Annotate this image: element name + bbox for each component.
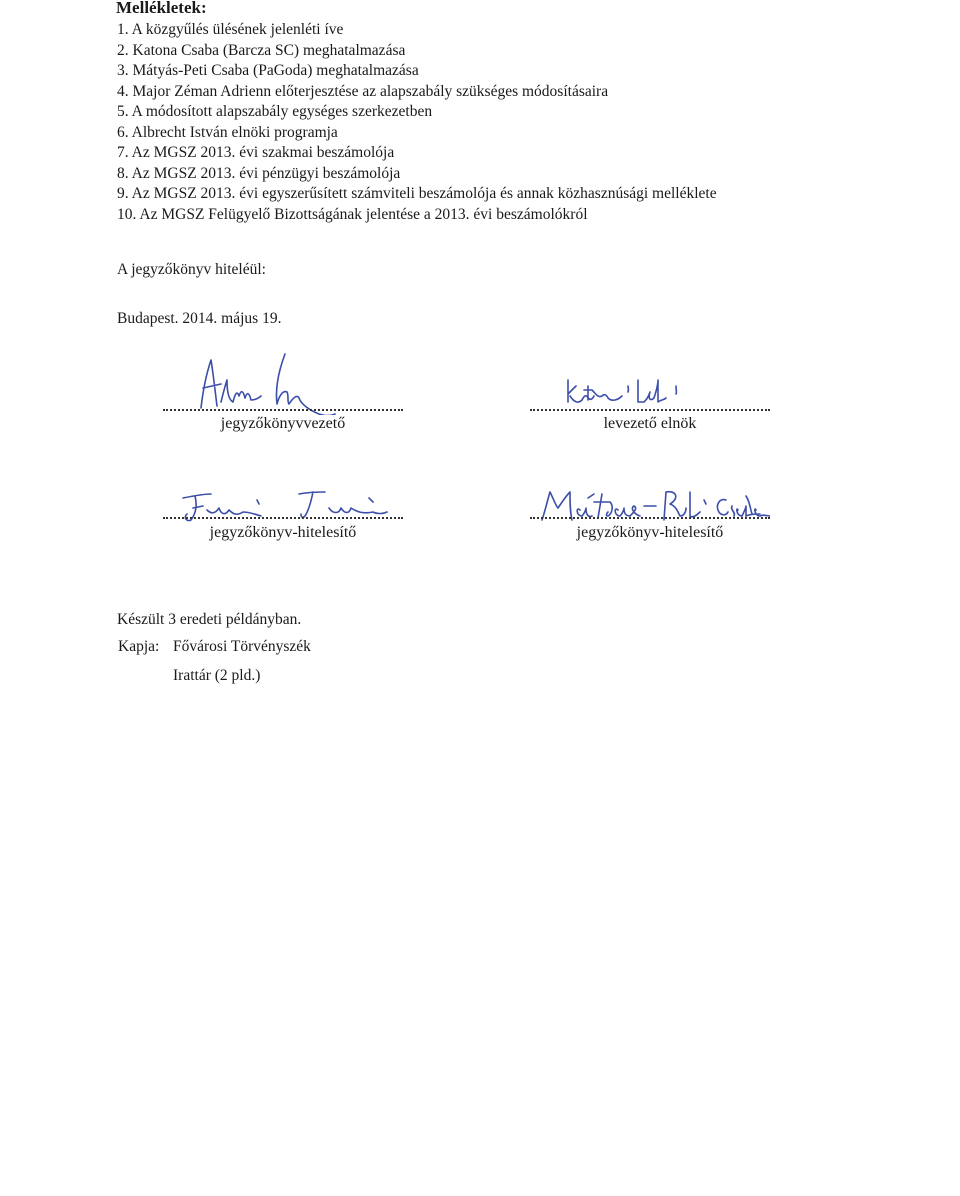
recipients-label: Kapja: — [118, 638, 160, 655]
signature-line — [163, 517, 403, 519]
signature-line — [530, 409, 770, 411]
signature-block-minutes-taker — [163, 350, 403, 440]
signature-role-minutes-taker: jegyzőkönyvvezető — [220, 415, 346, 432]
recipients-label-spacer — [118, 666, 173, 686]
annex-item: 5. A módosított alapszabály egységes szerkezetben — [117, 103, 433, 120]
annex-item: 8. Az MGSZ 2013. évi pénzügyi beszámolója — [117, 164, 401, 182]
annexes-title: Mellékletek: — [116, 0, 207, 17]
place-date: Budapest. 2014. május 19. — [117, 310, 282, 327]
annex-item: 2. Katona Csaba (Barcza SC) meghatalmazása — [117, 41, 406, 59]
signature-line — [530, 517, 770, 519]
signature-line — [163, 409, 403, 411]
annex-item: 4. Major Zéman Adrienn előterjesztése az alapszabály szükséges módosításaira — [117, 82, 609, 100]
handwritten-signature-authenticator-2 — [530, 460, 770, 525]
recipients — [118, 637, 311, 695]
annex-item: 3. Mátyás-Peti Csaba (PaGoda) meghatalmazása — [117, 62, 419, 79]
handwritten-signature-chair — [530, 350, 770, 415]
recipient-row — [118, 666, 311, 686]
copies-note: Készült 3 eredeti példányban. — [117, 611, 302, 628]
annex-list — [117, 20, 717, 225]
signature-block-chair — [530, 350, 770, 440]
annex-item: 10. Az MGSZ Felügyelő Bizottságának jelentése a 2013. évi beszámolókról — [117, 205, 588, 223]
signature-role-authenticator-1: jegyzőkönyv-hitelesítő — [209, 524, 357, 541]
signature-role-authenticator-2: jegyzőkönyv-hitelesítő — [576, 524, 724, 541]
annex-item: 1. A közgyűlés ülésének jelenléti íve — [117, 21, 344, 38]
authentication-statement: A jegyzőkönyv hiteléül: — [117, 261, 266, 278]
recipient-row — [118, 637, 311, 657]
annex-item: 6. Albrecht István elnöki programja — [117, 123, 338, 141]
annex-item: 7. Az MGSZ 2013. évi szakmai beszámolója — [117, 144, 395, 161]
handwritten-signature-minutes-taker — [163, 350, 403, 415]
signature-block-authenticator-1 — [163, 460, 403, 550]
annex-item: 9. Az MGSZ 2013. évi egyszerűsített számviteli beszámolója és annak közhasznúsági melléklete — [117, 185, 717, 202]
handwritten-signature-authenticator-1 — [163, 460, 403, 525]
signature-role-chair: levezető elnök — [603, 415, 697, 432]
signature-block-authenticator-2 — [530, 460, 770, 550]
recipient-item: Fővárosi Törvényszék — [173, 638, 311, 655]
recipient-item: Irattár (2 pld.) — [173, 667, 261, 684]
